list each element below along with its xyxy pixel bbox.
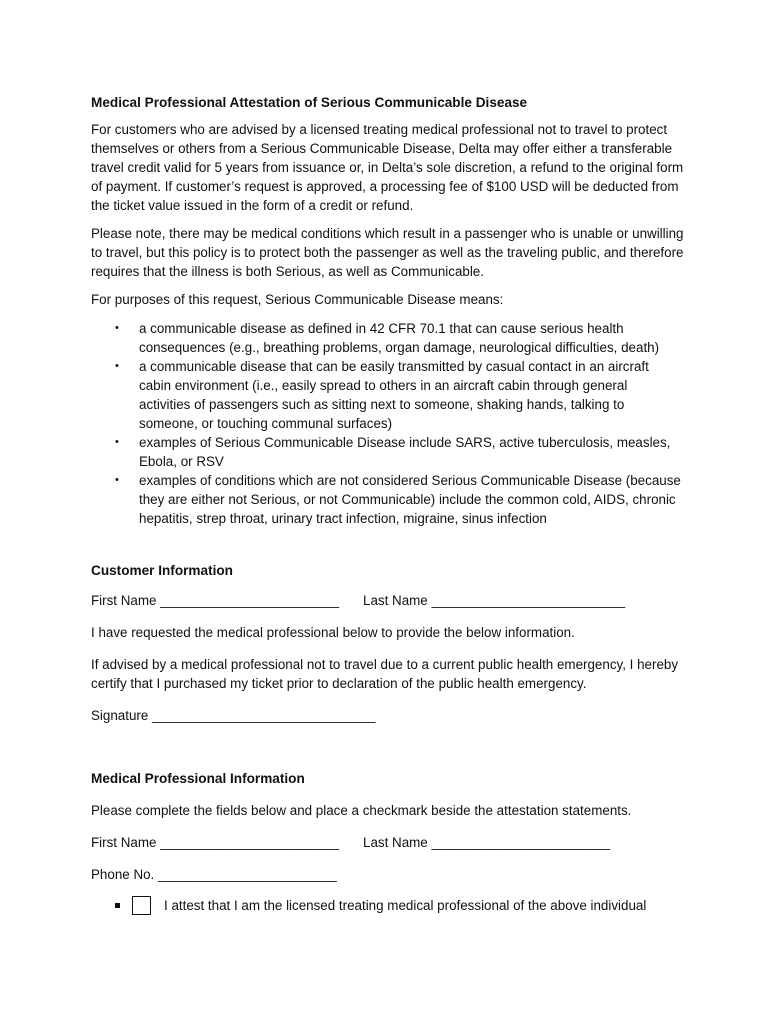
definition-text: a communicable disease as defined in 42 CFR 70.1 that can cause serious health consequences (e.g., breathing problems, organ damage, neurological difficulties, death) [139,321,660,355]
customer-signature-field[interactable]: Signature ______________________________ [91,708,376,723]
definition-list [91,319,691,528]
list-item [91,357,691,433]
document-page [91,93,691,915]
bullet-icon: • [115,436,119,448]
customer-section-heading: Customer Information [91,563,233,578]
document-title: Medical Professional Attestation of Serious Communicable Disease [91,95,528,110]
medical-section-heading: Medical Professional Information [91,771,305,786]
bullet-icon: • [115,322,119,334]
bullet-icon: • [115,474,119,486]
list-item [91,471,691,528]
list-item [91,319,691,357]
definition-intro: For purposes of this request, Serious Communicable Disease means: [91,292,504,307]
customer-name-row [91,591,691,610]
definition-text: examples of conditions which are not considered Serious Communicable Disease (because they are either not Serious, or not Communicable) include the common cold, AIDS, chronic hepatitis, strep throat, urinary tract infection, migraine, sinus infection [139,473,681,526]
list-item [91,433,691,471]
customer-request-statement: I have requested the medical professional below to provide the below information. [91,625,575,640]
note-paragraph: Please note, there may be medical conditions which result in a passenger who is unable or unwilling to travel, but this policy is to protect both the passenger as well as the traveling public, and therefore requires that the illness is both Serious, as well as Communicable. [91,226,684,279]
medical-last-name-field[interactable]: Last Name ________________________ [363,835,611,850]
customer-first-name-field[interactable]: First Name ________________________ [91,593,339,608]
attestation-text: I attest that I am the licensed treating medical professional of the above individual [164,898,647,913]
definition-text: a communicable disease that can be easily transmitted by casual contact in an aircraft cabin environment (i.e., easily spread to others in an aircraft cabin through general activities of passengers such as sitting next to someone, shaking hands, talking to someone, or touching communal surfaces) [139,359,649,431]
medical-first-name-field[interactable]: First Name ________________________ [91,835,339,850]
customer-certify-statement: If advised by a medical professional not to travel due to a current public health emergency, I hereby certify that I purchased my ticket prior to declaration of the public health emergency. [91,657,679,691]
attestation-checkbox[interactable] [132,896,151,915]
intro-paragraph: For customers who are advised by a licensed treating medical professional not to travel to protect themselves or others from a Serious Communicable Disease, Delta may offer either a transferable travel credit valid for 5 years from issuance or, in Delta’s sole discretion, a refund to the original form of payment. If customer’s request is approved, a processing fee of $100 USD will be deducted from the ticket value issued in the form of a credit or refund. [91,122,684,213]
customer-last-name-field[interactable]: Last Name __________________________ [363,593,626,608]
attestation-row [91,896,691,915]
medical-phone-field[interactable]: Phone No. ________________________ [91,867,337,882]
square-bullet-icon [115,903,120,908]
definition-text: examples of Serious Communicable Disease include SARS, active tuberculosis, measles, Ebola, or RSV [139,435,671,469]
medical-instructions: Please complete the fields below and place a checkmark beside the attestation statements. [91,803,632,818]
medical-name-row [91,833,691,852]
bullet-icon: • [115,360,119,372]
